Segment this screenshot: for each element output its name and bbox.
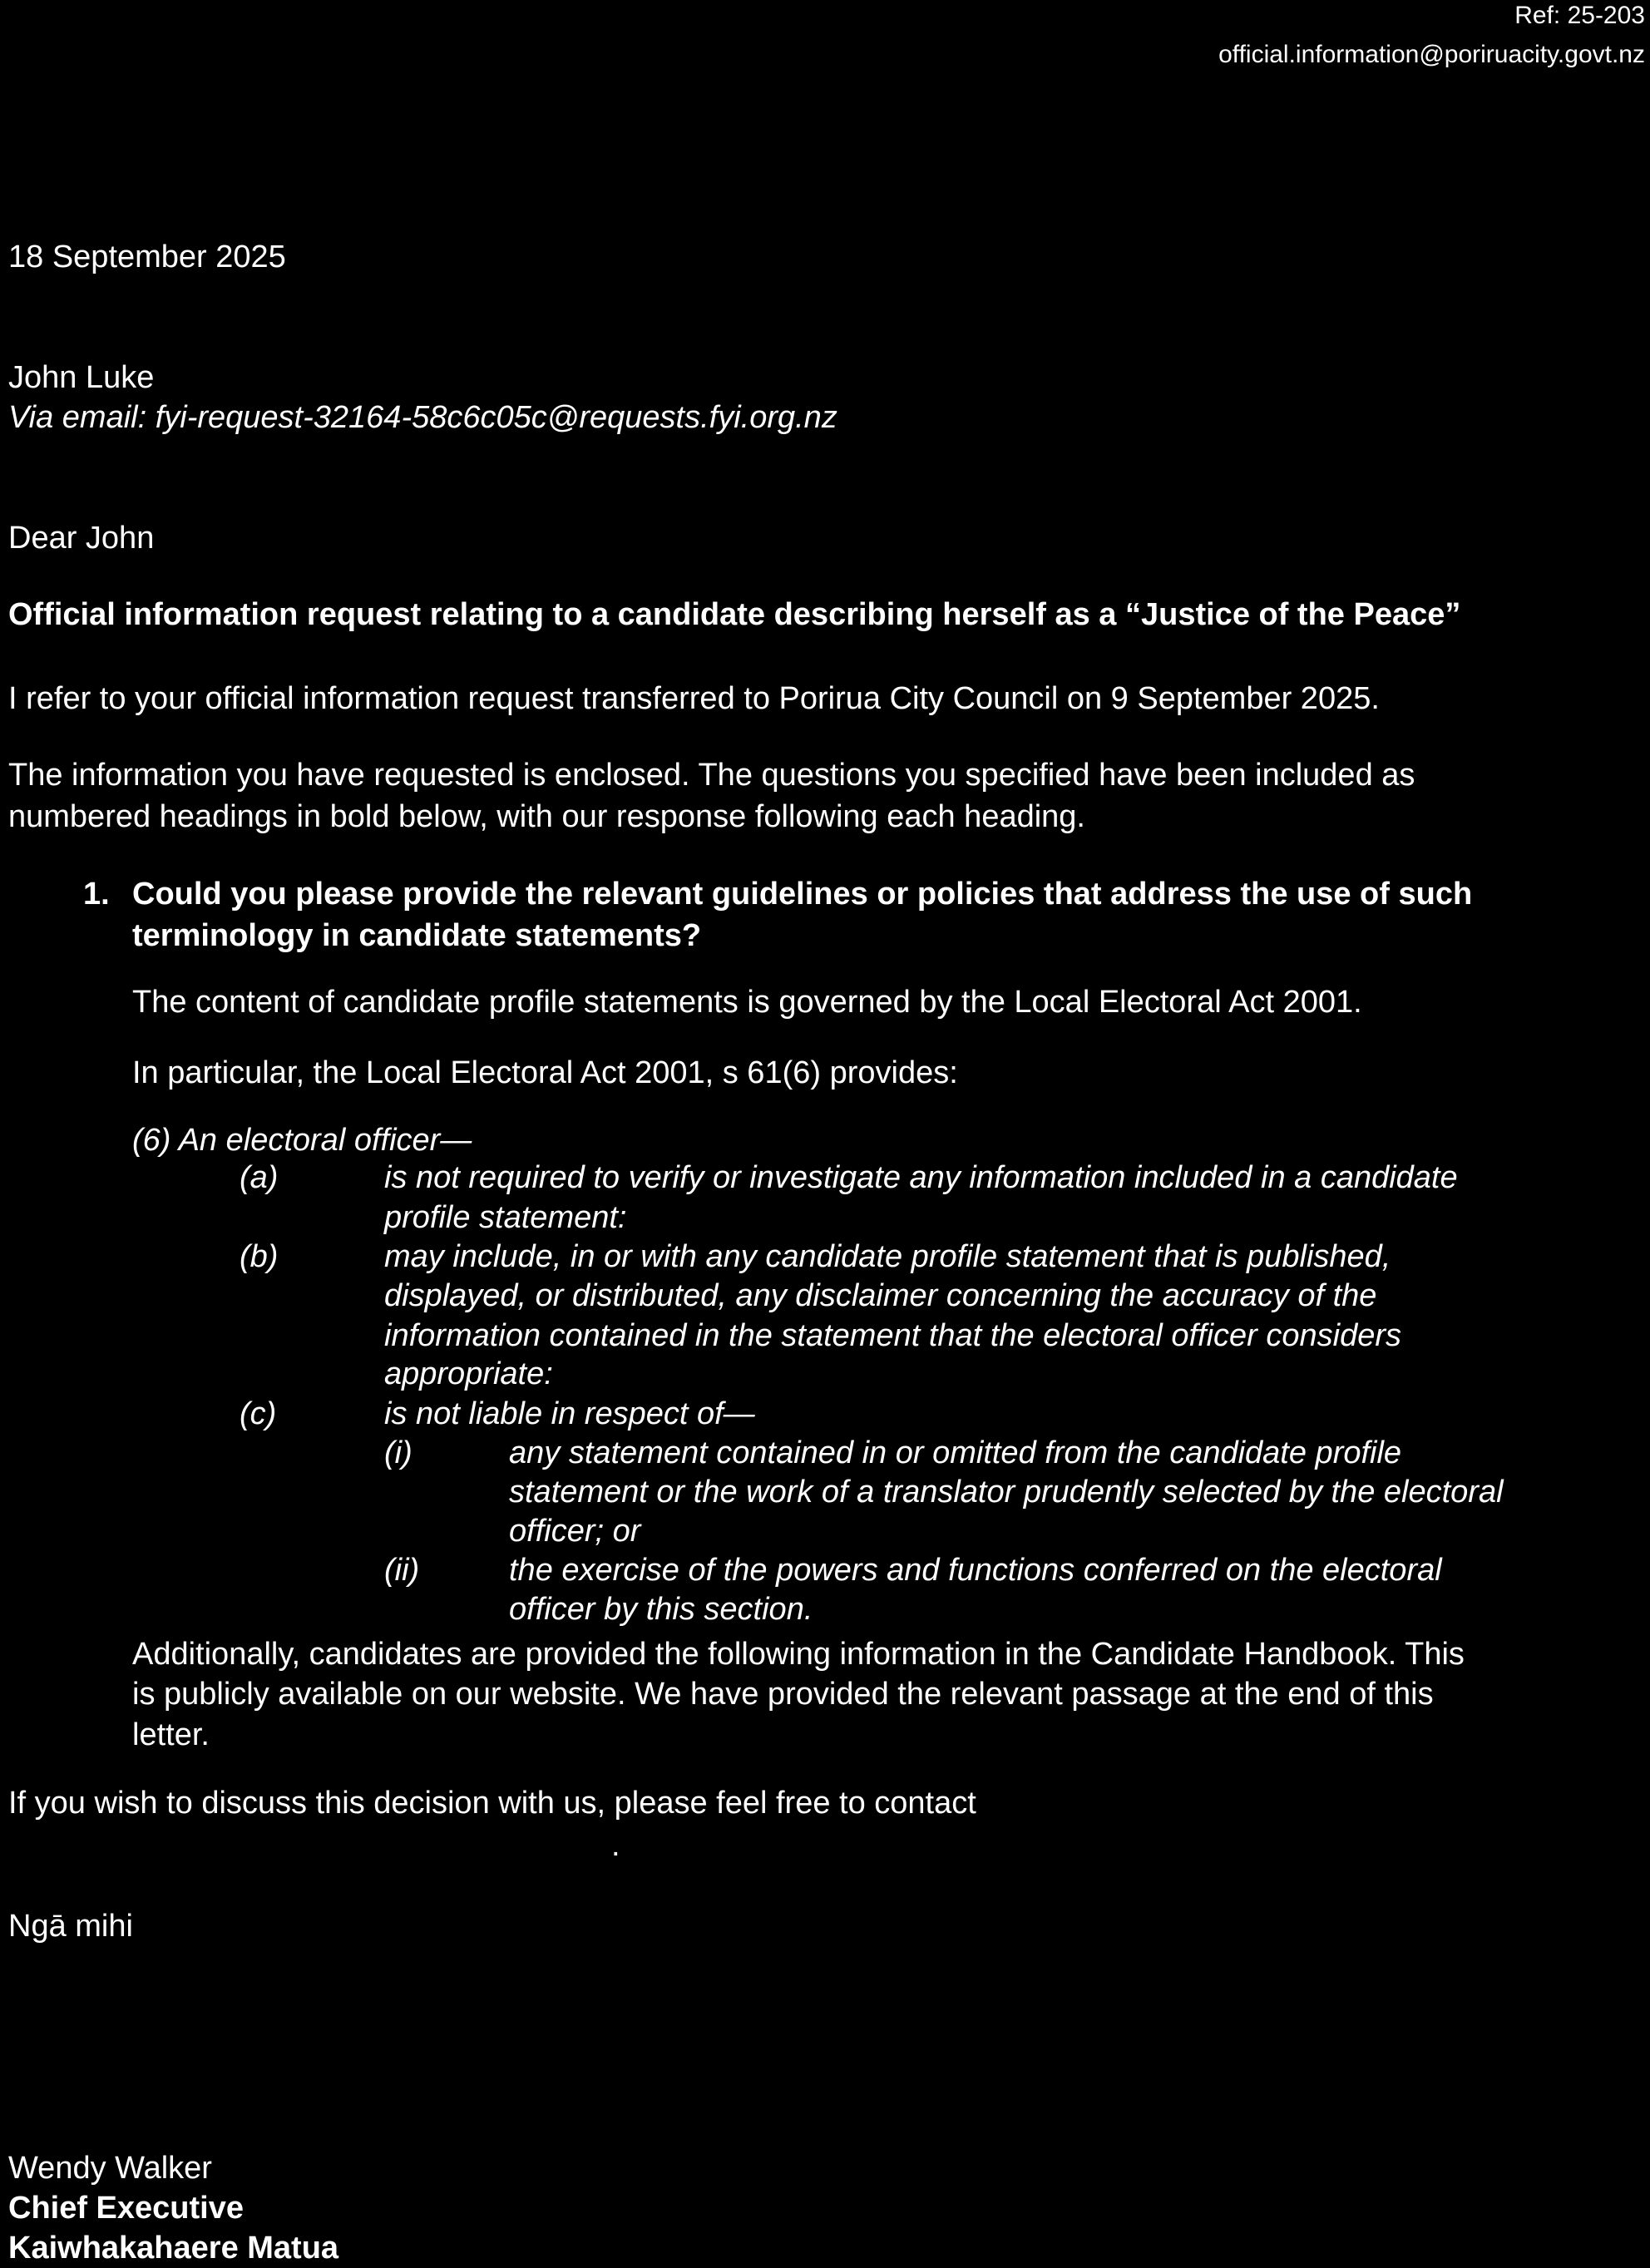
statute-c-label: (c) [240, 1396, 277, 1431]
statute-ii-label: (ii) [384, 1553, 420, 1588]
signatory-title: Chief Executive [8, 2191, 244, 2226]
statute-a-line1: is not required to verify or investigate any information included in a candidate [384, 1160, 1458, 1195]
statute-ii-line1: the exercise of the powers and functions conferred on the electoral [509, 1553, 1442, 1588]
statute-b-line2: displayed, or distributed, any disclaimer concerning the accuracy of the [384, 1278, 1377, 1313]
question-number: 1. [83, 877, 110, 912]
signatory-title-maori: Kaiwhakahaere Matua [8, 2231, 339, 2266]
statute-ii-line2: officer by this section. [509, 1592, 813, 1627]
statute-a-line2: profile statement: [384, 1200, 627, 1235]
contact-paragraph: If you wish to discuss this decision with us, please feel free to contact [8, 1786, 976, 1821]
statute-a-label: (a) [240, 1160, 279, 1195]
contact-email[interactable]: official.information@poriruacity.govt.nz [1218, 41, 1645, 68]
intro-paragraph: I refer to your official information request transferred to Porirua City Council on 9 September 2025. [8, 681, 1380, 716]
info-paragraph-line1: The information you have requested is enclosed. The questions you specified have been included as [8, 758, 1415, 793]
signatory-name: Wendy Walker [8, 2151, 212, 2186]
statute-c-line1: is not liable in respect of— [384, 1396, 755, 1431]
statute-i-line2: statement or the work of a translator prudently selected by the electoral [509, 1475, 1504, 1510]
info-paragraph-line2: numbered headings in bold below, with our response following each heading. [8, 799, 1085, 834]
statute-b-label: (b) [240, 1239, 279, 1274]
statute-b-line1: may include, in or with any candidate profile statement that is published, [384, 1239, 1391, 1274]
statute-i-label: (i) [384, 1435, 412, 1470]
statute-i-line1: any statement contained in or omitted from the candidate profile [509, 1435, 1402, 1470]
recipient-name: John Luke [8, 360, 155, 395]
statute-b-line4: appropriate: [384, 1356, 553, 1391]
salutation: Dear John [8, 521, 155, 556]
additionally-line2: is publicly available on our website. We have provided the relevant passage at the end of this [132, 1677, 1434, 1712]
question-line1: Could you please provide the relevant guidelines or policies that address the use of such [132, 877, 1473, 912]
statute-i-line3: officer; or [509, 1514, 641, 1549]
additionally-line3: letter. [132, 1717, 210, 1752]
reference-number: Ref: 25-203 [1514, 2, 1645, 29]
response-paragraph-1: The content of candidate profile statements is governed by the Local Electoral Act 2001. [132, 985, 1362, 1020]
additionally-line1: Additionally, candidates are provided the following information in the Candidate Handbook. This [132, 1637, 1465, 1672]
stray-period: . [611, 1828, 620, 1863]
closing: Ngā mihi [8, 1909, 133, 1944]
subject-heading: Official information request relating to a candidate describing herself as a “Justice of the Peace” [8, 597, 1461, 632]
statute-b-line3: information contained in the statement that the electoral officer considers [384, 1318, 1402, 1353]
letter-date: 18 September 2025 [8, 240, 286, 274]
recipient-email[interactable]: Via email: fyi-request-32164-58c6c05c@requests.fyi.org.nz [8, 400, 837, 435]
statute-intro: (6) An electoral officer— [132, 1123, 472, 1158]
question-line2: terminology in candidate statements? [132, 918, 702, 953]
response-paragraph-2: In particular, the Local Electoral Act 2001, s 61(6) provides: [132, 1055, 958, 1090]
